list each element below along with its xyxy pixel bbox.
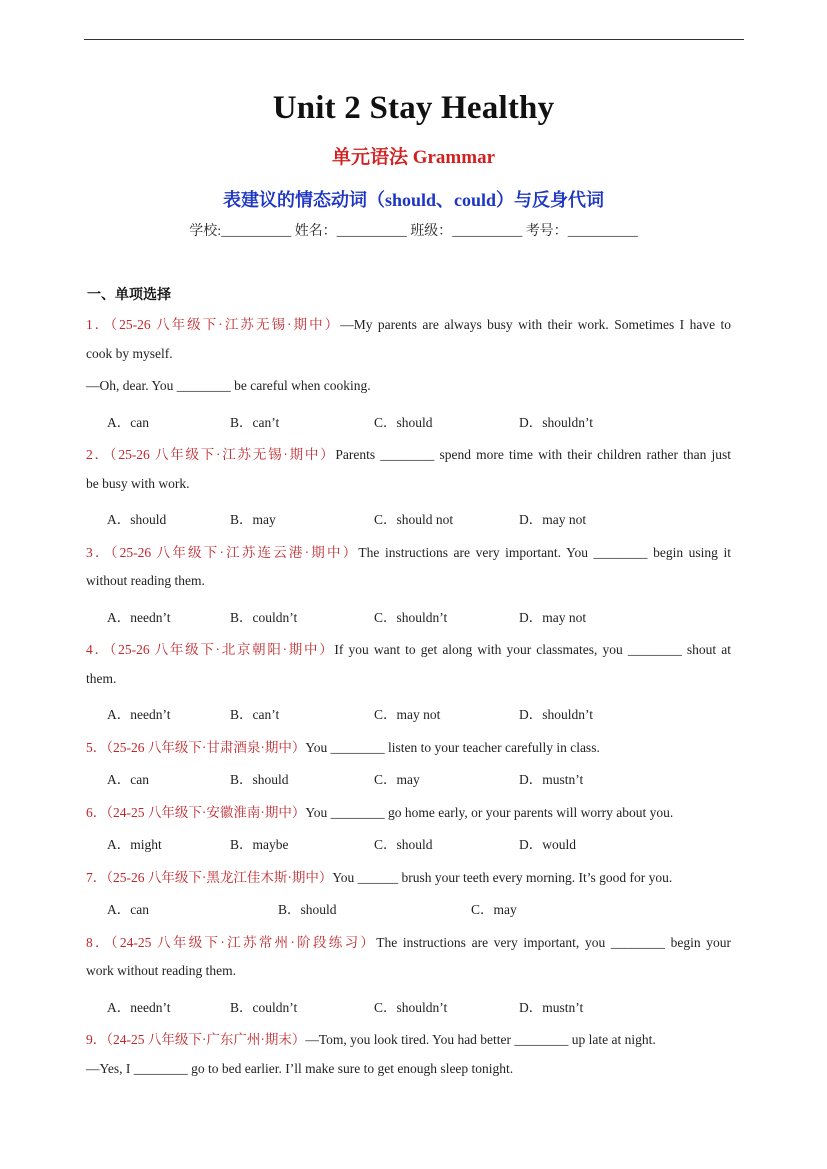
class-label: 班级： xyxy=(406,224,453,239)
question-4 xyxy=(86,638,731,658)
exam-number-blank[interactable]: __________ xyxy=(567,224,638,239)
question-source: （25-26 八年级下·黑龙江佳木斯·期中） xyxy=(106,870,333,885)
page-title: Unit 2 Stay Healthy xyxy=(272,90,555,126)
question-text: If you want to get along with your classmates, you ________ shout at xyxy=(334,642,731,657)
option-b[interactable]: B．should xyxy=(230,772,289,787)
option-d[interactable]: D．mustn’t xyxy=(519,772,584,787)
page-subtitle: 单元语法 Grammar xyxy=(331,147,496,168)
class-blank[interactable]: __________ xyxy=(452,224,523,239)
question-text: them. xyxy=(86,671,117,686)
option-c[interactable]: C．should xyxy=(374,837,433,852)
exam-number-label: 考号： xyxy=(522,224,568,239)
option-a[interactable]: A．can xyxy=(107,902,149,917)
student-info-fields xyxy=(0,220,827,240)
option-d[interactable]: D．would xyxy=(519,837,576,852)
question-number: 8． xyxy=(86,935,111,950)
question-6 xyxy=(86,801,673,821)
question-text: You ______ brush your teeth every morning. It’s good for you. xyxy=(332,870,673,885)
question-8 xyxy=(86,931,731,951)
question-text: be busy with work. xyxy=(86,476,190,491)
option-c[interactable]: C．shouldn’t xyxy=(374,1000,448,1015)
question-text: —Oh, dear. You ________ be careful when cooking. xyxy=(86,378,371,393)
question-text: You ________ go home early, or your parents will worry about you. xyxy=(305,805,674,820)
option-a[interactable]: A．can xyxy=(107,415,149,430)
question-source: （25-26 八年级下·江苏无锡·期中） xyxy=(109,447,336,462)
option-c[interactable]: C．may xyxy=(471,902,517,917)
option-d[interactable]: D．shouldn’t xyxy=(519,415,594,430)
option-a[interactable]: A．can xyxy=(107,772,149,787)
option-d[interactable]: D．may not xyxy=(519,512,587,527)
question-1 xyxy=(86,313,731,333)
option-d[interactable]: D．mustn’t xyxy=(519,1000,584,1015)
school-label: 学校: xyxy=(189,224,222,239)
question-text: Parents ________ spend more time with their children rather than just xyxy=(335,447,732,462)
header-rule xyxy=(84,39,744,40)
option-a[interactable]: A．might xyxy=(107,837,162,852)
question-text: cook by myself. xyxy=(86,346,173,361)
option-b[interactable]: B．may xyxy=(230,512,276,527)
question-number: 5． xyxy=(86,740,107,755)
option-a[interactable]: A．needn’t xyxy=(107,1000,171,1015)
name-blank[interactable]: __________ xyxy=(336,224,407,239)
option-c[interactable]: C．shouldn’t xyxy=(374,610,448,625)
option-b[interactable]: B．couldn’t xyxy=(230,610,298,625)
option-a[interactable]: A．needn’t xyxy=(107,610,171,625)
question-5 xyxy=(86,736,600,756)
option-c[interactable]: C．may xyxy=(374,772,420,787)
question-9 xyxy=(86,1028,656,1048)
question-source: （24-25 八年级下·江苏常州·阶段练习） xyxy=(110,935,377,950)
question-number: 6． xyxy=(86,805,107,820)
question-text: without reading them. xyxy=(86,573,205,588)
school-blank[interactable]: __________ xyxy=(221,224,292,239)
question-source: （25-26 八年级下·江苏连云港·期中） xyxy=(110,545,359,560)
option-a[interactable]: A．needn’t xyxy=(107,707,171,722)
question-number: 4． xyxy=(86,642,110,657)
question-text: —Tom, you look tired. You had better ________ up late at night. xyxy=(305,1032,656,1047)
question-text: work without reading them. xyxy=(86,963,236,978)
question-number: 3． xyxy=(86,545,111,560)
option-a[interactable]: A．should xyxy=(107,512,167,527)
option-b[interactable]: B．can’t xyxy=(230,707,280,722)
question-source: （25-26 八年级下·北京朝阳·期中） xyxy=(109,642,335,657)
question-number: 1． xyxy=(86,317,111,332)
question-source: （24-25 八年级下·安徽淮南·期中） xyxy=(106,805,306,820)
question-3 xyxy=(86,541,731,561)
option-b[interactable]: B．can’t xyxy=(230,415,280,430)
question-text: You ________ listen to your teacher carefully in class. xyxy=(305,740,600,755)
name-label: 姓名： xyxy=(291,224,337,239)
section-heading: 一、单项选择 xyxy=(87,288,171,303)
question-text: The instructions are very important, you ________ begin your xyxy=(376,935,732,950)
question-2 xyxy=(86,443,731,463)
question-text: The instructions are very important. You ________ begin using it xyxy=(358,545,732,560)
question-source: （25-26 八年级下·甘肃酒泉·期中） xyxy=(106,740,306,755)
option-c[interactable]: C．should xyxy=(374,415,433,430)
question-number: 2． xyxy=(86,447,110,462)
topic-heading: 表建议的情态动词（should、could）与反身代词 xyxy=(222,190,605,210)
option-c[interactable]: C．may not xyxy=(374,707,441,722)
option-d[interactable]: D．shouldn’t xyxy=(519,707,594,722)
question-text: —Yes, I ________ go to bed earlier. I’ll make sure to get enough sleep tonight. xyxy=(86,1061,514,1076)
option-b[interactable]: B．couldn’t xyxy=(230,1000,298,1015)
option-c[interactable]: C．should not xyxy=(374,512,454,527)
question-source: （24-25 八年级下·广东广州·期末） xyxy=(106,1032,306,1047)
question-number: 9． xyxy=(86,1032,107,1047)
question-number: 7． xyxy=(86,870,107,885)
option-d[interactable]: D．may not xyxy=(519,610,587,625)
question-source: （25-26 八年级下·江苏无锡·期中） xyxy=(110,317,341,332)
question-7 xyxy=(86,866,672,886)
question-text: —My parents are always busy with their work. Sometimes I have to xyxy=(340,317,731,332)
option-b[interactable]: B．should xyxy=(278,902,337,917)
option-b[interactable]: B．maybe xyxy=(230,837,289,852)
